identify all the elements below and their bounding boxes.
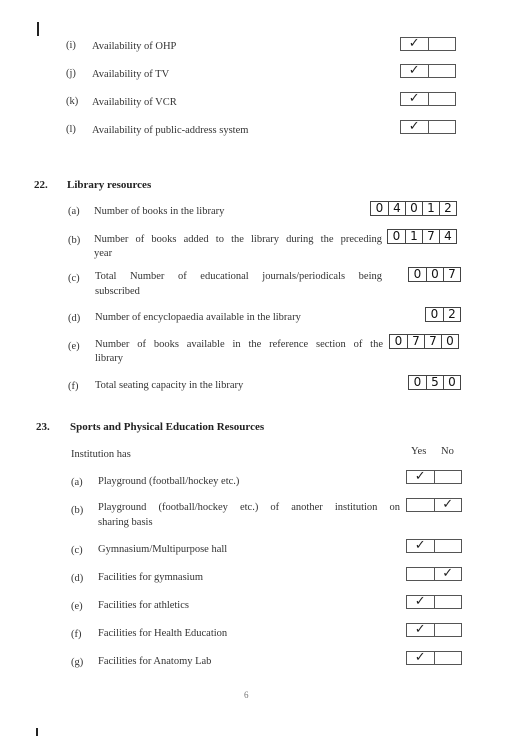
margin-mark-top [37,22,39,36]
yes-column-header: Yes [411,446,427,457]
tick-mark-icon: ✓ [408,90,420,106]
item-letter: (e) [71,601,83,612]
no-column-header: No [441,446,454,457]
digit: 7 [443,268,460,281]
no-cell[interactable] [434,596,462,608]
yes-no-box[interactable] [400,37,456,51]
yes-cell[interactable] [407,593,434,609]
digit: 0 [443,376,460,389]
page-number: 6 [244,690,249,700]
yes-no-box[interactable] [406,651,462,665]
digit: 4 [388,202,405,215]
digit: 1 [405,230,422,243]
tick-mark-icon: ✓ [408,118,420,134]
section-heading: Sports and Physical Education Resources [70,421,265,433]
yes-cell[interactable] [401,35,428,51]
tick-mark-icon: ✓ [414,649,426,665]
digit-entry-boxes[interactable] [408,267,461,282]
no-cell[interactable] [428,93,456,105]
item-text: Gymnasium/Multipurpose hall [98,544,228,555]
yes-no-box[interactable] [406,498,462,512]
item-text: Number of books available in the reference section of the [95,339,383,350]
item-letter: (g) [71,657,84,668]
digit: 0 [413,267,422,281]
item-letter: (c) [68,273,80,284]
item-text-continued: subscribed [95,286,140,297]
digit: 0 [426,268,443,281]
section-number: 23. [36,421,50,433]
tick-mark-icon: ✓ [414,593,426,609]
digit-entry-boxes[interactable] [408,375,461,390]
item-text: Availability of VCR [92,97,177,108]
item-text: Number of books added to the library during the preceding [94,234,382,245]
item-text-continued: library [95,353,123,364]
tick-mark-icon: ✓ [414,468,426,484]
item-letter: (e) [68,341,80,352]
digit: 0 [392,229,401,243]
digit: 0 [394,334,403,348]
item-text: Availability of OHP [92,41,177,52]
tick-mark-icon: ✓ [442,496,454,512]
item-text: Total seating capacity in the library [95,380,244,391]
digit: 2 [443,308,460,321]
yes-cell[interactable] [401,62,428,78]
section-number: 22. [34,179,48,191]
tick-mark-icon: ✓ [408,62,420,78]
item-letter: (a) [71,477,83,488]
item-text: Availability of public-address system [92,125,249,136]
item-letter: (k) [66,96,79,107]
no-cell[interactable] [428,65,456,77]
tick-mark-icon: ✓ [414,621,426,637]
digit: 0 [375,201,384,215]
item-text: Playground (football/hockey etc.) [98,476,240,487]
item-text: Availability of TV [92,69,170,80]
item-text: Facilities for gymnasium [98,572,203,583]
item-letter: (c) [71,545,83,556]
item-letter: (d) [68,313,81,324]
no-cell[interactable] [434,471,462,483]
item-text-continued: year [94,248,113,259]
no-cell[interactable] [434,540,462,552]
digit-entry-boxes[interactable] [387,229,457,244]
digit: 2 [439,202,456,215]
digit: 5 [426,376,443,389]
digit-entry-boxes[interactable] [389,334,459,349]
yes-no-box[interactable] [406,470,462,484]
yes-no-box[interactable] [400,92,456,106]
no-cell[interactable] [434,565,462,581]
yes-no-box[interactable] [406,567,462,581]
item-text: Number of books in the library [94,206,225,217]
item-letter: (f) [68,381,79,392]
item-text: Facilities for Health Education [98,628,228,639]
yes-cell[interactable] [407,499,434,511]
item-letter: (f) [71,629,82,640]
item-text: Facilities for athletics [98,600,189,611]
no-cell[interactable] [428,121,456,133]
tick-mark-icon: ✓ [414,537,426,553]
no-cell[interactable] [428,38,456,50]
digit: 7 [422,230,439,243]
tick-mark-icon: ✓ [442,565,454,581]
yes-cell[interactable] [401,118,428,134]
yes-no-box[interactable] [400,64,456,78]
yes-no-box[interactable] [400,120,456,134]
digit-entry-boxes[interactable] [370,201,457,216]
no-cell[interactable] [434,624,462,636]
item-letter: (b) [68,235,81,246]
section-intro: Institution has [71,449,131,460]
digit: 4 [439,230,456,243]
yes-no-box[interactable] [406,539,462,553]
digit: 7 [407,335,424,348]
section-heading: Library resources [67,179,152,191]
item-letter: (b) [71,505,84,516]
digit: 0 [430,307,439,321]
no-cell[interactable] [434,496,462,512]
no-cell[interactable] [434,652,462,664]
digit: 7 [424,335,441,348]
digit: 0 [413,375,422,389]
yes-cell[interactable] [407,621,434,637]
yes-no-box[interactable] [406,623,462,637]
tick-mark-icon: ✓ [408,35,420,51]
item-text: Facilities for Anatomy Lab [98,656,212,667]
item-text-continued: sharing basis [98,517,153,528]
yes-cell[interactable] [407,568,434,580]
yes-no-box[interactable] [406,595,462,609]
yes-cell[interactable] [407,468,434,484]
yes-cell[interactable] [401,90,428,106]
item-letter: (d) [71,573,84,584]
digit-entry-boxes[interactable] [425,307,461,322]
item-text: Number of encyclopaedia available in the library [95,312,301,323]
digit: 0 [405,202,422,215]
item-text: Playground (football/hockey etc.) of another institution on [98,502,400,513]
item-text: Total Number of educational journals/periodicals being [95,271,382,282]
digit: 1 [422,202,439,215]
digit: 0 [441,335,458,348]
margin-mark-bottom [36,728,38,736]
yes-cell[interactable] [407,649,434,665]
item-letter: (l) [66,124,76,135]
item-letter: (a) [68,206,80,217]
item-letter: (j) [66,68,76,79]
item-letter: (i) [66,40,76,51]
yes-cell[interactable] [407,537,434,553]
